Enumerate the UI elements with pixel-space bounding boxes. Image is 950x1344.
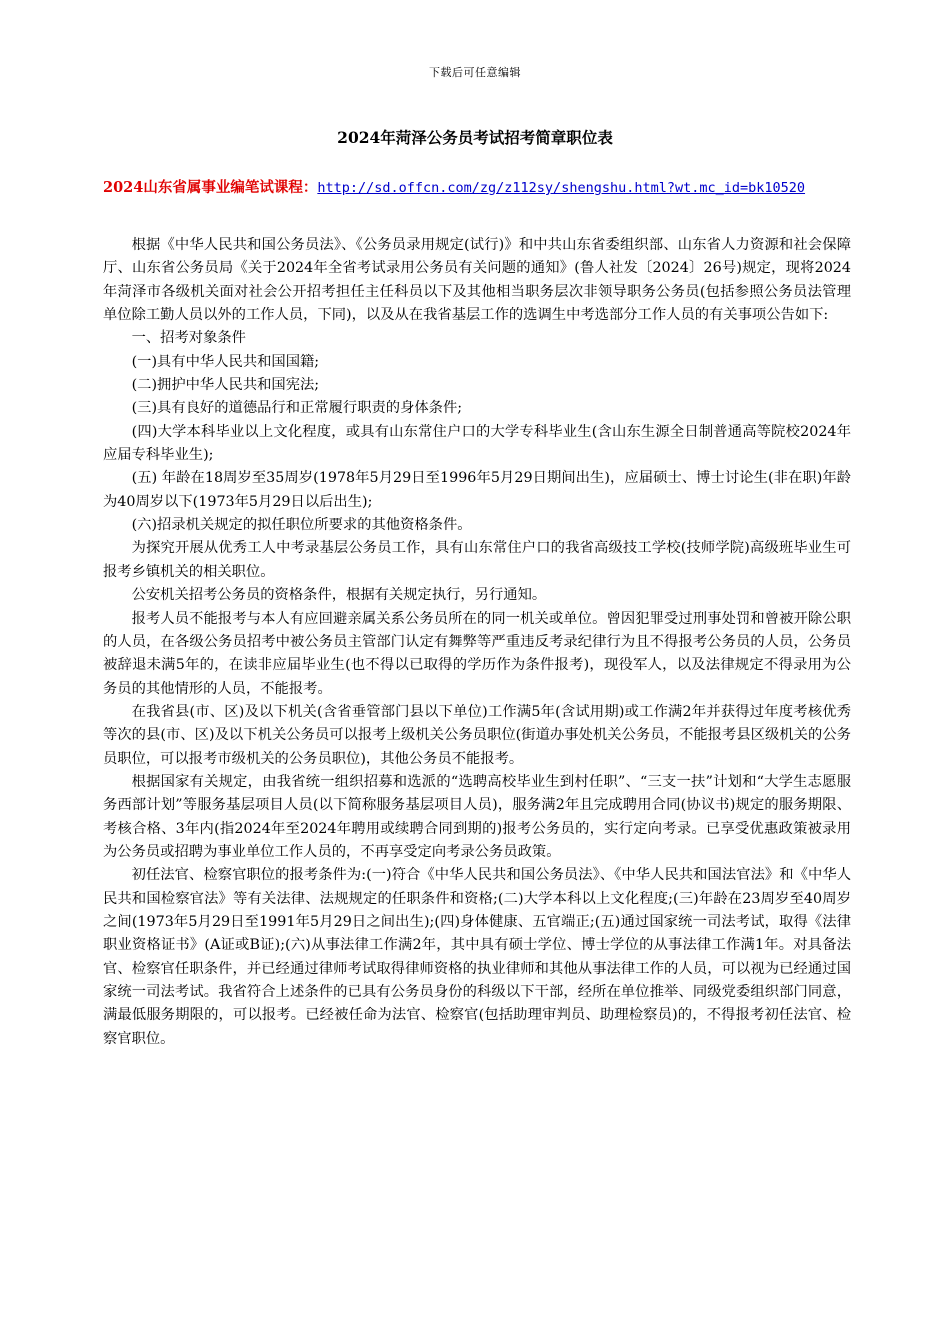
paragraph: 根据国家有关规定，由我省统一组织招募和选派的“选聘高校毕业生到村任职”、“三支一扶”计划和“大学生志愿服务西部计划”等服务基层项目人员(以下简称服务基层项目人员)，服务满2年且完成聘用合同(协议书)规定的服务期限、考核合格、3年内(指2024年至2024年聘用或续聘合同到期的)报考公务员的，实行定向考录。已享受优惠政策被录用为公务员或招聘为事业单位工作人员的，不再享受定向考录公务员政策。 (103, 773, 851, 860)
paragraph: (一)具有中华人民共和国国籍; (131, 353, 320, 370)
body-text (103, 234, 851, 1051)
paragraph: 初任法官、检察官职位的报考条件为:(一)符合《中华人民共和国公务员法》、《中华人民共和国法官法》和《中华人民共和国检察官法》等有关法律、法规规定的任职条件和资格;(二)大学本科以上文化程度;(三)年龄在23周岁至40周岁之间(1973年5月29日至1991年5月29日之间出生);(四)身体健康、五官端正;(五)通过国家统一司法考试，取得《法律职业资格证书》(A证或B证);(六)从事法律工作满2年，其中具有硕士学位、博士学位的从事法律工作满1年。对具备法官、检察官任职条件，并已经通过律师考试取得律师资格的执业律师和其他从事法律工作的人员，可以视为已经通过国家统一司法考试。我省符合上述条件的已具有公务员身份的科级以下干部，经所在单位推举、同级党委组织部门同意，满最低服务期限的，可以报考。已经被任命为法官、检察官(包括助理审判员、助理检察员)的，不得报考初任法官、检察官职位。 (103, 867, 851, 1047)
section-heading: 一、招考对象条件 (131, 330, 246, 347)
paragraph: (六)招录机关规定的拟任职位所要求的其他资格条件。 (131, 517, 472, 534)
course-line (103, 176, 903, 197)
header-note: 下载后可任意编辑 (429, 66, 521, 79)
paragraph: (三)具有良好的道德品行和正常履行职责的身体条件; (131, 400, 463, 417)
course-label: 2024山东省属事业编笔试课程： (103, 179, 318, 196)
document-title: 2024年菏泽公务员考试招考简章职位表 (337, 128, 613, 147)
paragraph: (四)大学本科毕业以上文化程度，或具有山东常住户口的大学专科毕业生(含山东生源全日制普通高等院校2024年应届专科毕业生); (103, 423, 851, 464)
paragraph: (二)拥护中华人民共和国宪法; (131, 377, 320, 394)
paragraph: 报考人员不能报考与本人有应回避亲属关系公务员所在的同一机关或单位。曾因犯罪受过刑事处罚和曾被开除公职的人员，在各级公务员招考中被公务员主管部门认定有舞弊等严重违反考录纪律行为且不得报考公务员的人员，公务员被辞退未满5年的，在读非应届毕业生(也不得以已取得的学历作为条件报考)，现役军人，以及法律规定不得录用为公务员的其他情形的人员，不能报考。 (103, 610, 851, 697)
paragraph: 公安机关招考公务员的资格条件，根据有关规定执行，另行通知。 (131, 587, 547, 604)
paragraph: 根据《中华人民共和国公务员法》、《公务员录用规定(试行)》和中共山东省委组织部、山东省人力资源和社会保障厅、山东省公务员局《关于2024年全省考试录用公务员有关问题的通知》(鲁人社发〔2024〕26号)规定，现将2024年菏泽市各级机关面对社会公开招考担任主任科员以下及其他相当职务层次非领导职务公务员(包括参照公务员法管理单位除工勤人员以外的工作人员，下同)，以及从在我省基层工作的选调生中考选部分工作人员的有关事项公告如下: (103, 237, 851, 324)
paragraph: 为探究开展从优秀工人中考录基层公务员工作，具有山东常住户口的我省高级技工学校(技师学院)高级班毕业生可报考乡镇机关的相关职位。 (103, 540, 851, 580)
paragraph: (五) 年龄在18周岁至35周岁(1978年5月29日至1996年5月29日期间出生)，应届硕士、博士讨论生(非在职)年龄为40周岁以下(1973年5月29日以后出生); (103, 470, 851, 510)
course-link[interactable]: http://sd.offcn.com/zg/z112sy/shengshu.html?wt.mc_id=bk10520 (317, 180, 806, 196)
paragraph: 在我省县(市、区)及以下机关(含省垂管部门县以下单位)工作满5年(含试用期)或工作满2年并获得过年度考核优秀等次的县(市、区)及以下机关公务员可以报考上级机关公务员职位(街道办事处机关公务员，不能报考县区级机关的公务员职位，可以报考市级机关的公务员职位)，其他公务员不能报考。 (103, 703, 851, 767)
